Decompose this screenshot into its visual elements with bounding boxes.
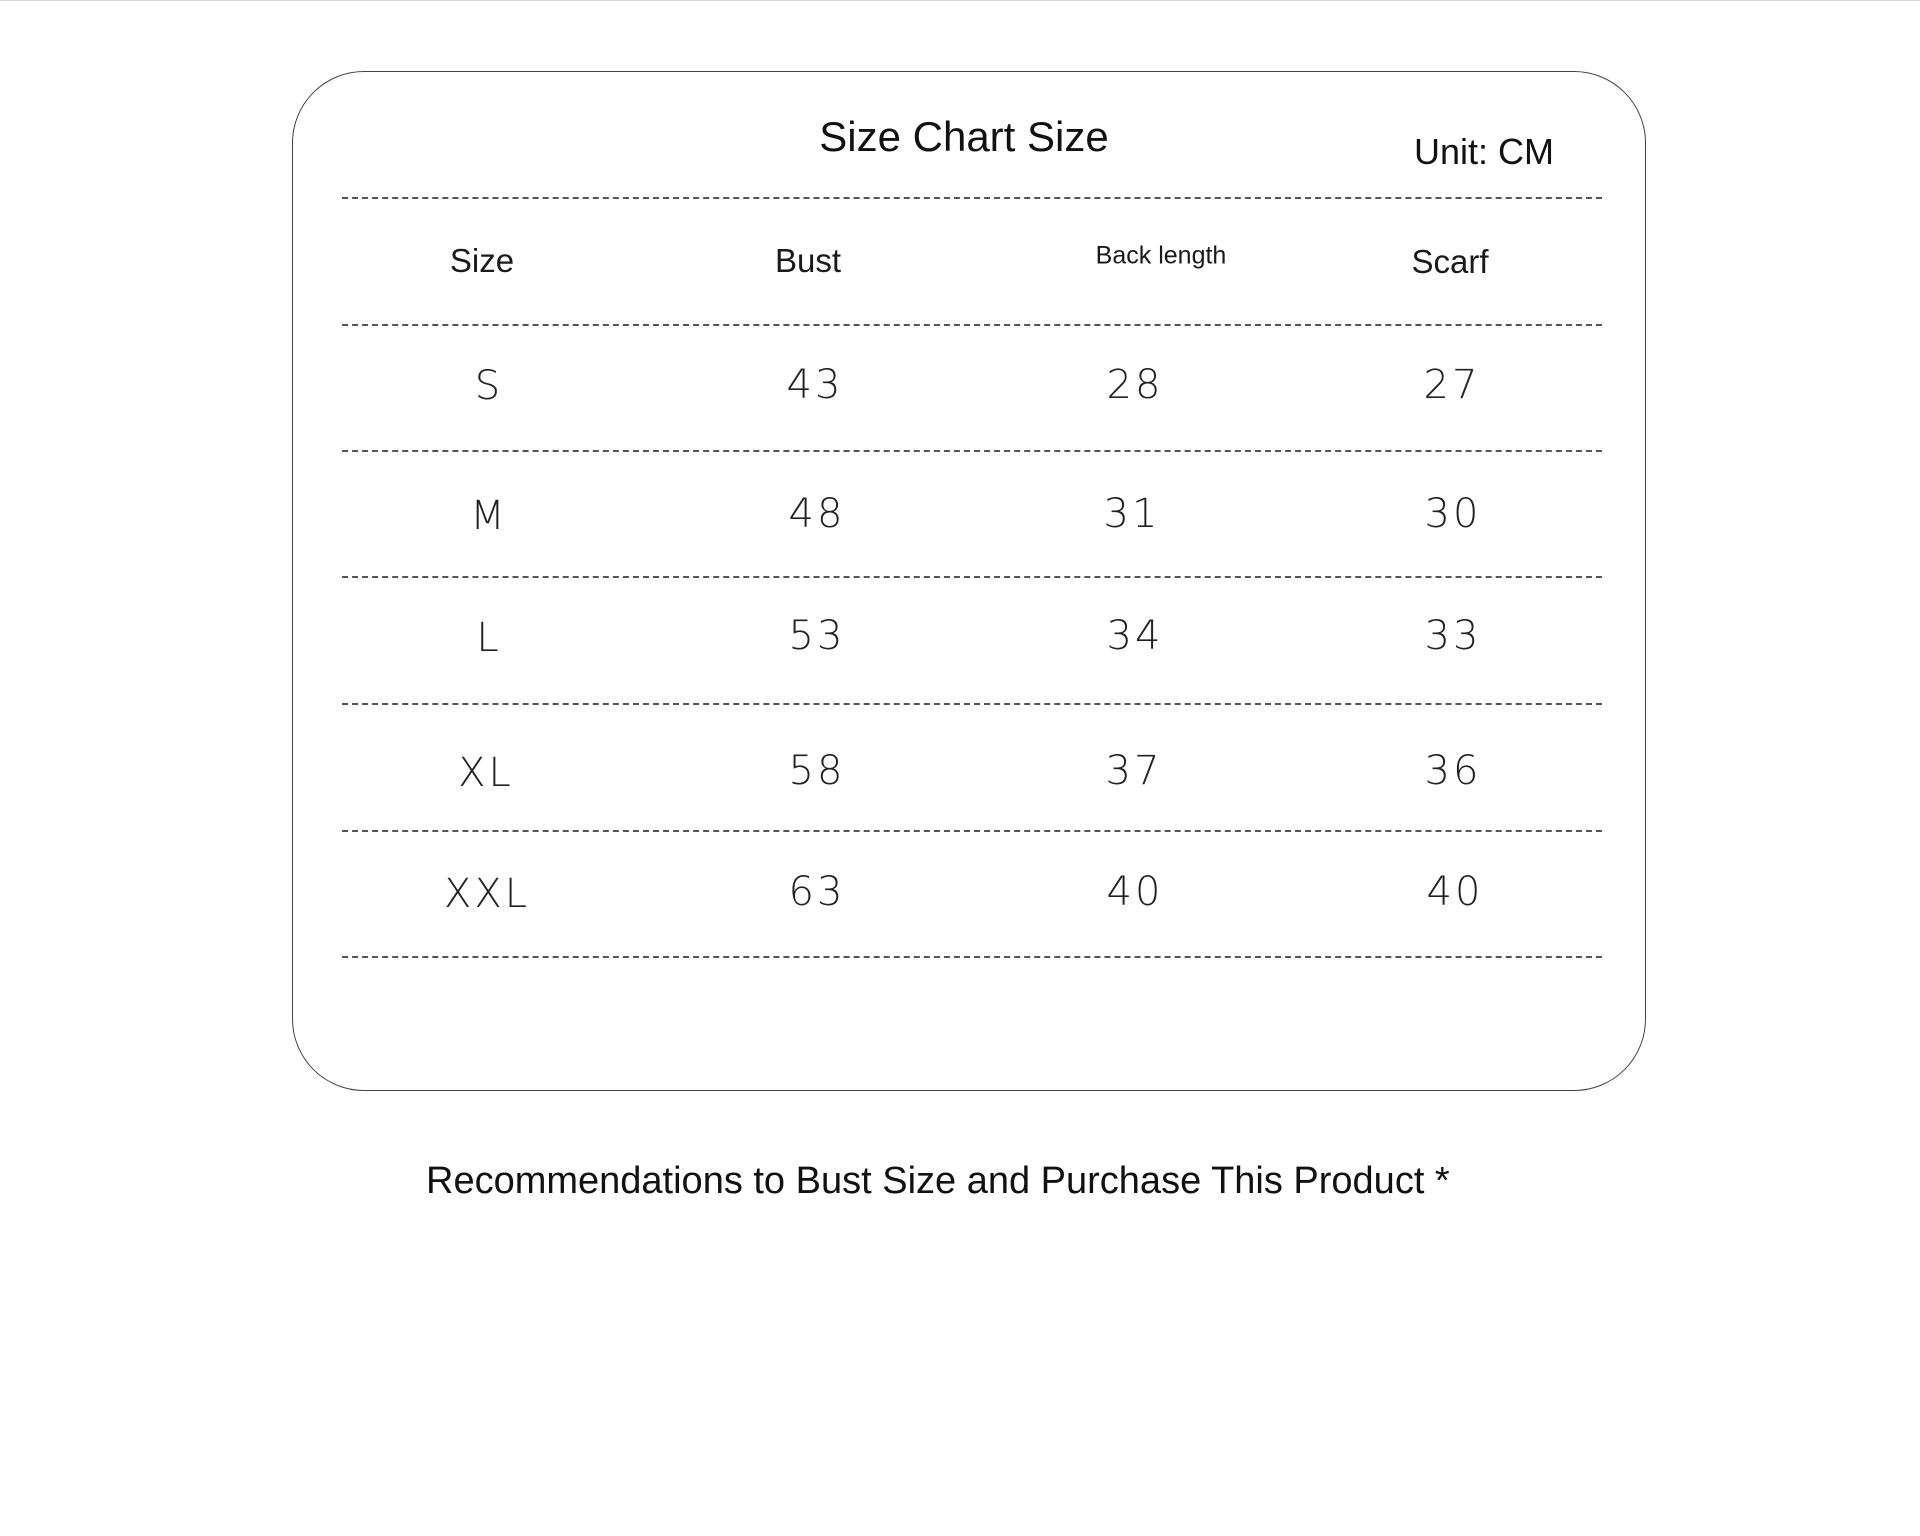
bust-cell: 48: [788, 491, 846, 537]
recommendation-note: Recommendations to Bust Size and Purchase This Product *: [426, 1160, 1450, 1202]
scarf-cell: 40: [1426, 869, 1484, 915]
row-divider: [342, 450, 1602, 452]
scarf-cell: 33: [1424, 613, 1482, 659]
size-cell: XL: [458, 750, 514, 796]
bust-cell: 43: [786, 362, 844, 408]
header-scarf: Scarf: [1411, 243, 1489, 280]
back-length-cell: 37: [1105, 748, 1163, 794]
bust-cell: 63: [788, 869, 846, 915]
back-length-cell: 34: [1106, 613, 1164, 659]
back-length-cell: 40: [1106, 869, 1164, 915]
header-back-length: Back length: [1095, 241, 1227, 270]
back-length-cell: 31: [1103, 491, 1161, 537]
size-cell: XXL: [443, 871, 531, 917]
row-divider: [342, 576, 1602, 578]
scarf-cell: 30: [1424, 491, 1482, 537]
row-divider: [342, 324, 1602, 326]
top-border-line: [0, 0, 1920, 1]
scarf-cell: 27: [1423, 362, 1481, 408]
row-divider: [342, 197, 1602, 199]
unit-label: Unit: CM: [1414, 131, 1555, 172]
bust-cell: 53: [788, 613, 846, 659]
row-divider: [342, 830, 1602, 832]
row-divider: [342, 703, 1602, 705]
size-chart-card: [292, 71, 1646, 1091]
back-length-cell: 28: [1106, 362, 1164, 408]
scarf-cell: 36: [1424, 748, 1482, 794]
row-divider: [342, 956, 1602, 958]
header-bust: Bust: [774, 242, 842, 279]
size-cell: L: [476, 615, 502, 661]
chart-title: Size Chart Size: [819, 113, 1109, 160]
size-cell: M: [470, 493, 508, 539]
header-size: Size: [449, 242, 515, 279]
size-cell: S: [474, 363, 504, 409]
bust-cell: 58: [788, 748, 846, 794]
